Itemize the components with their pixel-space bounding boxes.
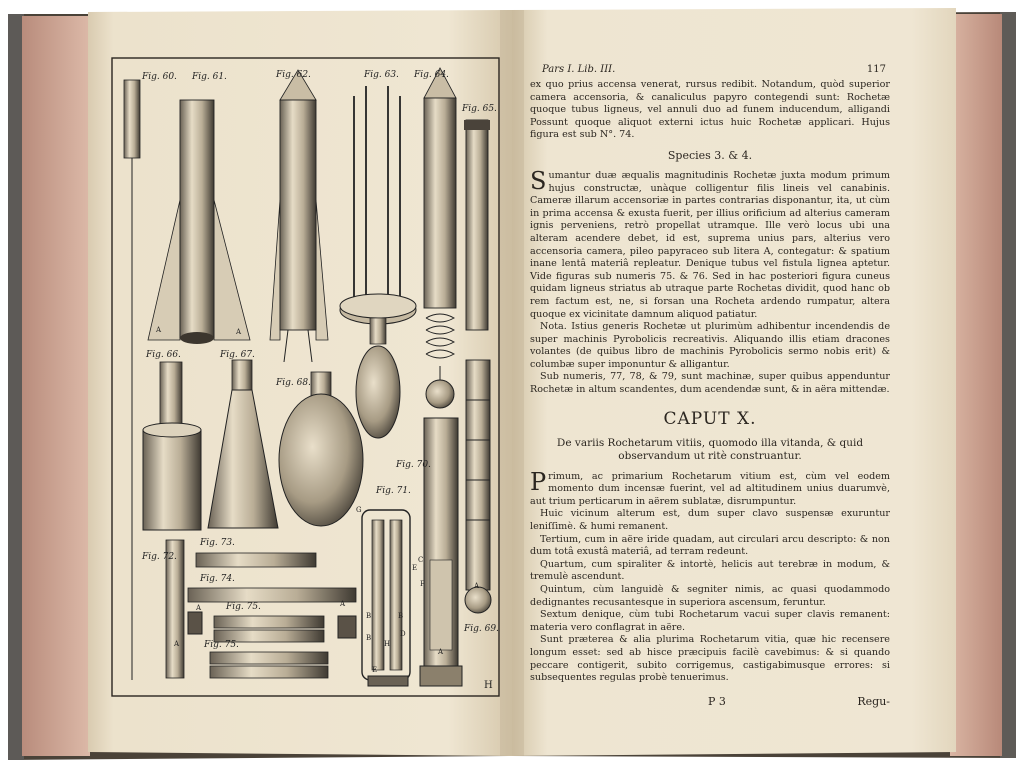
running-header-title: Pars I. Lib. III. xyxy=(542,64,616,75)
part-letter: A xyxy=(156,326,162,334)
right-page-text xyxy=(530,64,890,708)
chapter-heading: CAPUT X. xyxy=(663,408,757,429)
plate-corner-letter: H xyxy=(484,680,493,691)
part-letter: A xyxy=(196,604,202,612)
paragraph: Quartum, cum spiraliter & intortè, helicis aut terebræ in modum, & tremulè ascendunt. xyxy=(530,558,890,583)
fig-label-72: Fig. 72. xyxy=(142,552,177,562)
part-letter: B xyxy=(398,612,404,620)
part-letter: F xyxy=(420,580,425,588)
fig-label-64: Fig. 64. xyxy=(414,70,449,80)
signature-mark: P 3 xyxy=(708,694,726,708)
part-letter: A xyxy=(474,582,480,590)
paragraph: Sextum denique, cùm tubi Rochetarum vacui super clavis remanent: materia vero conflagrat in aëre. xyxy=(530,609,890,633)
paragraph: Quintum, cùm languidè & segniter nimis, ac quasi quodammodo dedignantes recusantesque in superiora ascensum, feruntur. xyxy=(530,584,890,608)
part-letter: B xyxy=(366,634,372,642)
part-letter: A xyxy=(438,648,444,656)
page-footer xyxy=(530,695,890,708)
fig-label-67: Fig. 67. xyxy=(220,350,255,360)
part-letter: D xyxy=(400,630,406,638)
part-letter: A xyxy=(174,640,180,648)
fig-label-61: Fig. 61. xyxy=(192,72,227,82)
paragraph: Sunt præterea & alia plurima Rochetarum vitia, quæ hic recensere longum esset: sed ab hisce præcipuis facilè cavebimus: & si quando peccare contigerit, subito corrigemus, castigabimusque errores: si subsequentes regulas probè tenuerimus. xyxy=(530,634,890,684)
page-number: 117 xyxy=(866,64,886,75)
paragraph: Sumantur duæ æqualis magnitudinis Rochetæ juxta modum primum hujus constructæ, unàque colligentur filis lineis vel canabinis. Cameræ illarum accensoriæ in partes contrarias disponantur, ita, ut cùm in prima accensa & exusta fuerit, per illius orificium ad alterius cameram ignis perveniens, retrò propellat utramque. Ille verò locus ubi una alteram acendere debet, id est, suprema unius pars, alterius vero accensoria camera, pileo papyraceo sub litera A, contegatur: & spatium inane lentâ materiâ repleatur. Denique tubus vel fistula lignea aptetur. Vide figuras sub numeris 75. & 76. Sed in hac posteriori figura cuneus quidam ligneus striatus ab utraque parte Rochetas dividit, quod hanc ob rem factum est, ne, si forsan una Rocheta ardendo rumpatur, altera quoque ex vicinitate damnum aliquod patiatur. xyxy=(530,166,890,320)
part-letter: G xyxy=(356,506,362,514)
paragraph: Tertium, cum in aëre iride quadam, aut circulari arcu descripto: & non dum totâ exustâ materiâ, ad terram redeunt. xyxy=(530,533,890,558)
part-letter: A xyxy=(340,600,346,608)
fig-label-65: Fig. 65. xyxy=(462,104,497,114)
part-letter: H xyxy=(384,640,391,648)
paragraph: Sub numeris, 77, 78, & 79, sunt machinæ, super quibus appenduntur Rochetæ in altum scandentes, dum acendendæ sunt, & in aëra mittendæ. xyxy=(530,371,890,396)
paragraph: Primum, ac primarium Rochetarum vitium est, cùm vel eodem momento dum incensæ fuerint, vel ad altitudinem unius duarumvè, aut trium perticarum in aërem sublatæ, disrumpuntur. xyxy=(530,467,890,507)
paragraph: Huic vicinum alterum est, dum super clavo suspensæ exuruntur leniſſimè. & humi remanent. xyxy=(530,508,890,533)
section-heading: Species 3. & 4. xyxy=(667,148,753,162)
fig-label-75b: Fig. 75. xyxy=(204,640,239,650)
paragraph: Nota. Istius generis Rochetæ ut plurimùm adhibentur incendendis de super machinis Pyrobolicis recreativis. Aliquando illis etiam dracones volantes (de quibus libro de machinis Pyrobolicis sermo nobis erit) & columbæ super imponuntur & alligantur. xyxy=(530,321,890,370)
fig-label-62: Fig. 62. xyxy=(276,70,311,80)
part-letter: A xyxy=(236,328,242,336)
catchword: Regu- xyxy=(857,694,890,708)
fig-label-70: Fig. 70. xyxy=(396,460,431,470)
running-header xyxy=(542,64,886,75)
fig-label-63: Fig. 63. xyxy=(364,70,399,80)
chapter-title: De variis Rochetarum vitiis, quomodo illa vitanda, & quid observandum ut ritè construantur. xyxy=(556,436,864,462)
part-letter: B xyxy=(366,612,372,620)
fig-label-75a: Fig. 75. xyxy=(226,602,261,612)
fig-label-60: Fig. 60. xyxy=(142,72,177,82)
part-letter: E xyxy=(372,666,378,674)
fig-label-66: Fig. 66. xyxy=(146,350,181,360)
part-letter: C xyxy=(418,556,424,564)
fig-label-74: Fig. 74. xyxy=(200,574,235,584)
fig-label-69: Fig. 69. xyxy=(464,624,499,634)
fig-label-71: Fig. 71. xyxy=(376,486,411,496)
paragraph: ex quo prius accensa venerat, rursus redibit. Notandum, quòd superior camera accensoria, & canaliculus papyro contegendi sunt: Rochetæ quoque tubus ligneus, vel annuli duo ad funem inducendum, alligandi Possunt quoque aliquot externi ictus huic Rochetæ applicari. Hujus figura est sub N°. 74. xyxy=(530,79,890,141)
fig-label-68: Fig. 68. xyxy=(276,378,311,388)
fig-label-73: Fig. 73. xyxy=(200,538,235,548)
part-letter: E xyxy=(412,564,418,572)
